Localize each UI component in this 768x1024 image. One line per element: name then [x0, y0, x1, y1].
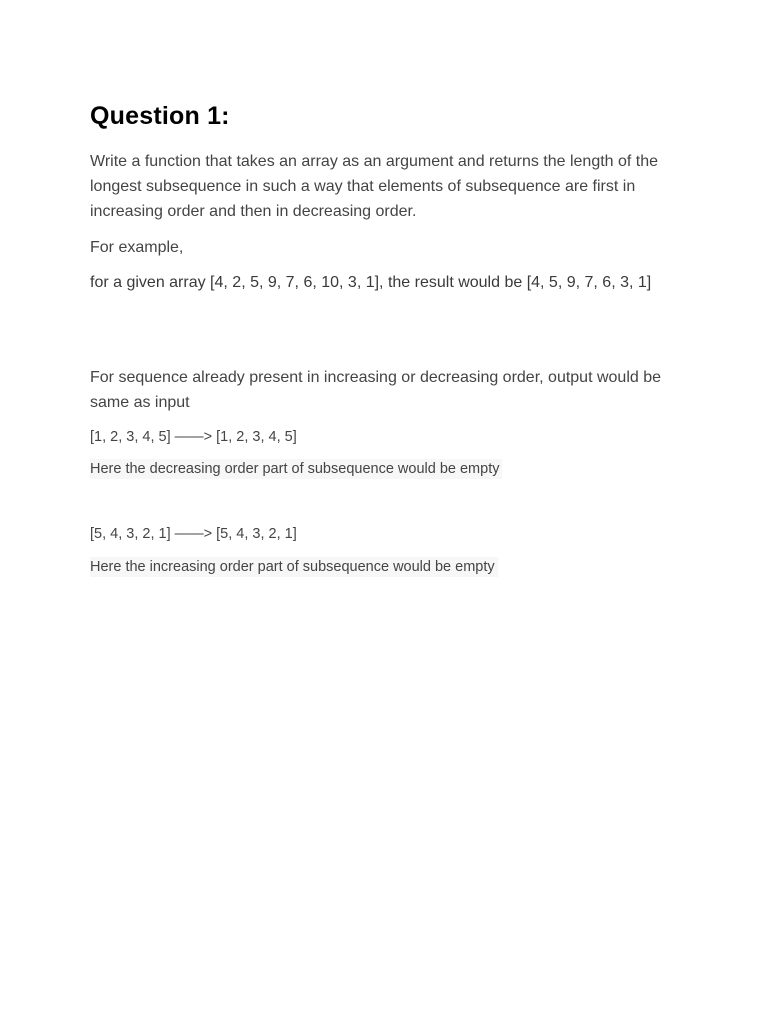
decreasing-sequence-example: [5, 4, 3, 2, 1] ——> [5, 4, 3, 2, 1] — [90, 526, 297, 542]
given-array-example: for a given array [4, 2, 5, 9, 7, 6, 10, 3, 1], the result would be [4, 5, 9, 7, 6, 3, 1] — [90, 274, 652, 291]
question-description: Write a function that takes an array as an argument and returns the length of the longest subsequence in such a way that elements of subsequence are first in increasing order and then in decreasing order. — [90, 153, 659, 220]
increasing-sequence-example: [1, 2, 3, 4, 5] ——> [1, 2, 3, 4, 5] — [90, 429, 297, 445]
question-heading: Question 1: — [90, 102, 230, 130]
decreasing-sequence-note: Here the increasing order part of subsequence would be empty — [90, 557, 498, 577]
increasing-sequence-note: Here the decreasing order part of subsequence would be empty — [90, 459, 502, 479]
sequence-order-note: For sequence already present in increasing or decreasing order, output would be same as input — [90, 369, 662, 411]
example-label: For example, — [90, 239, 184, 256]
